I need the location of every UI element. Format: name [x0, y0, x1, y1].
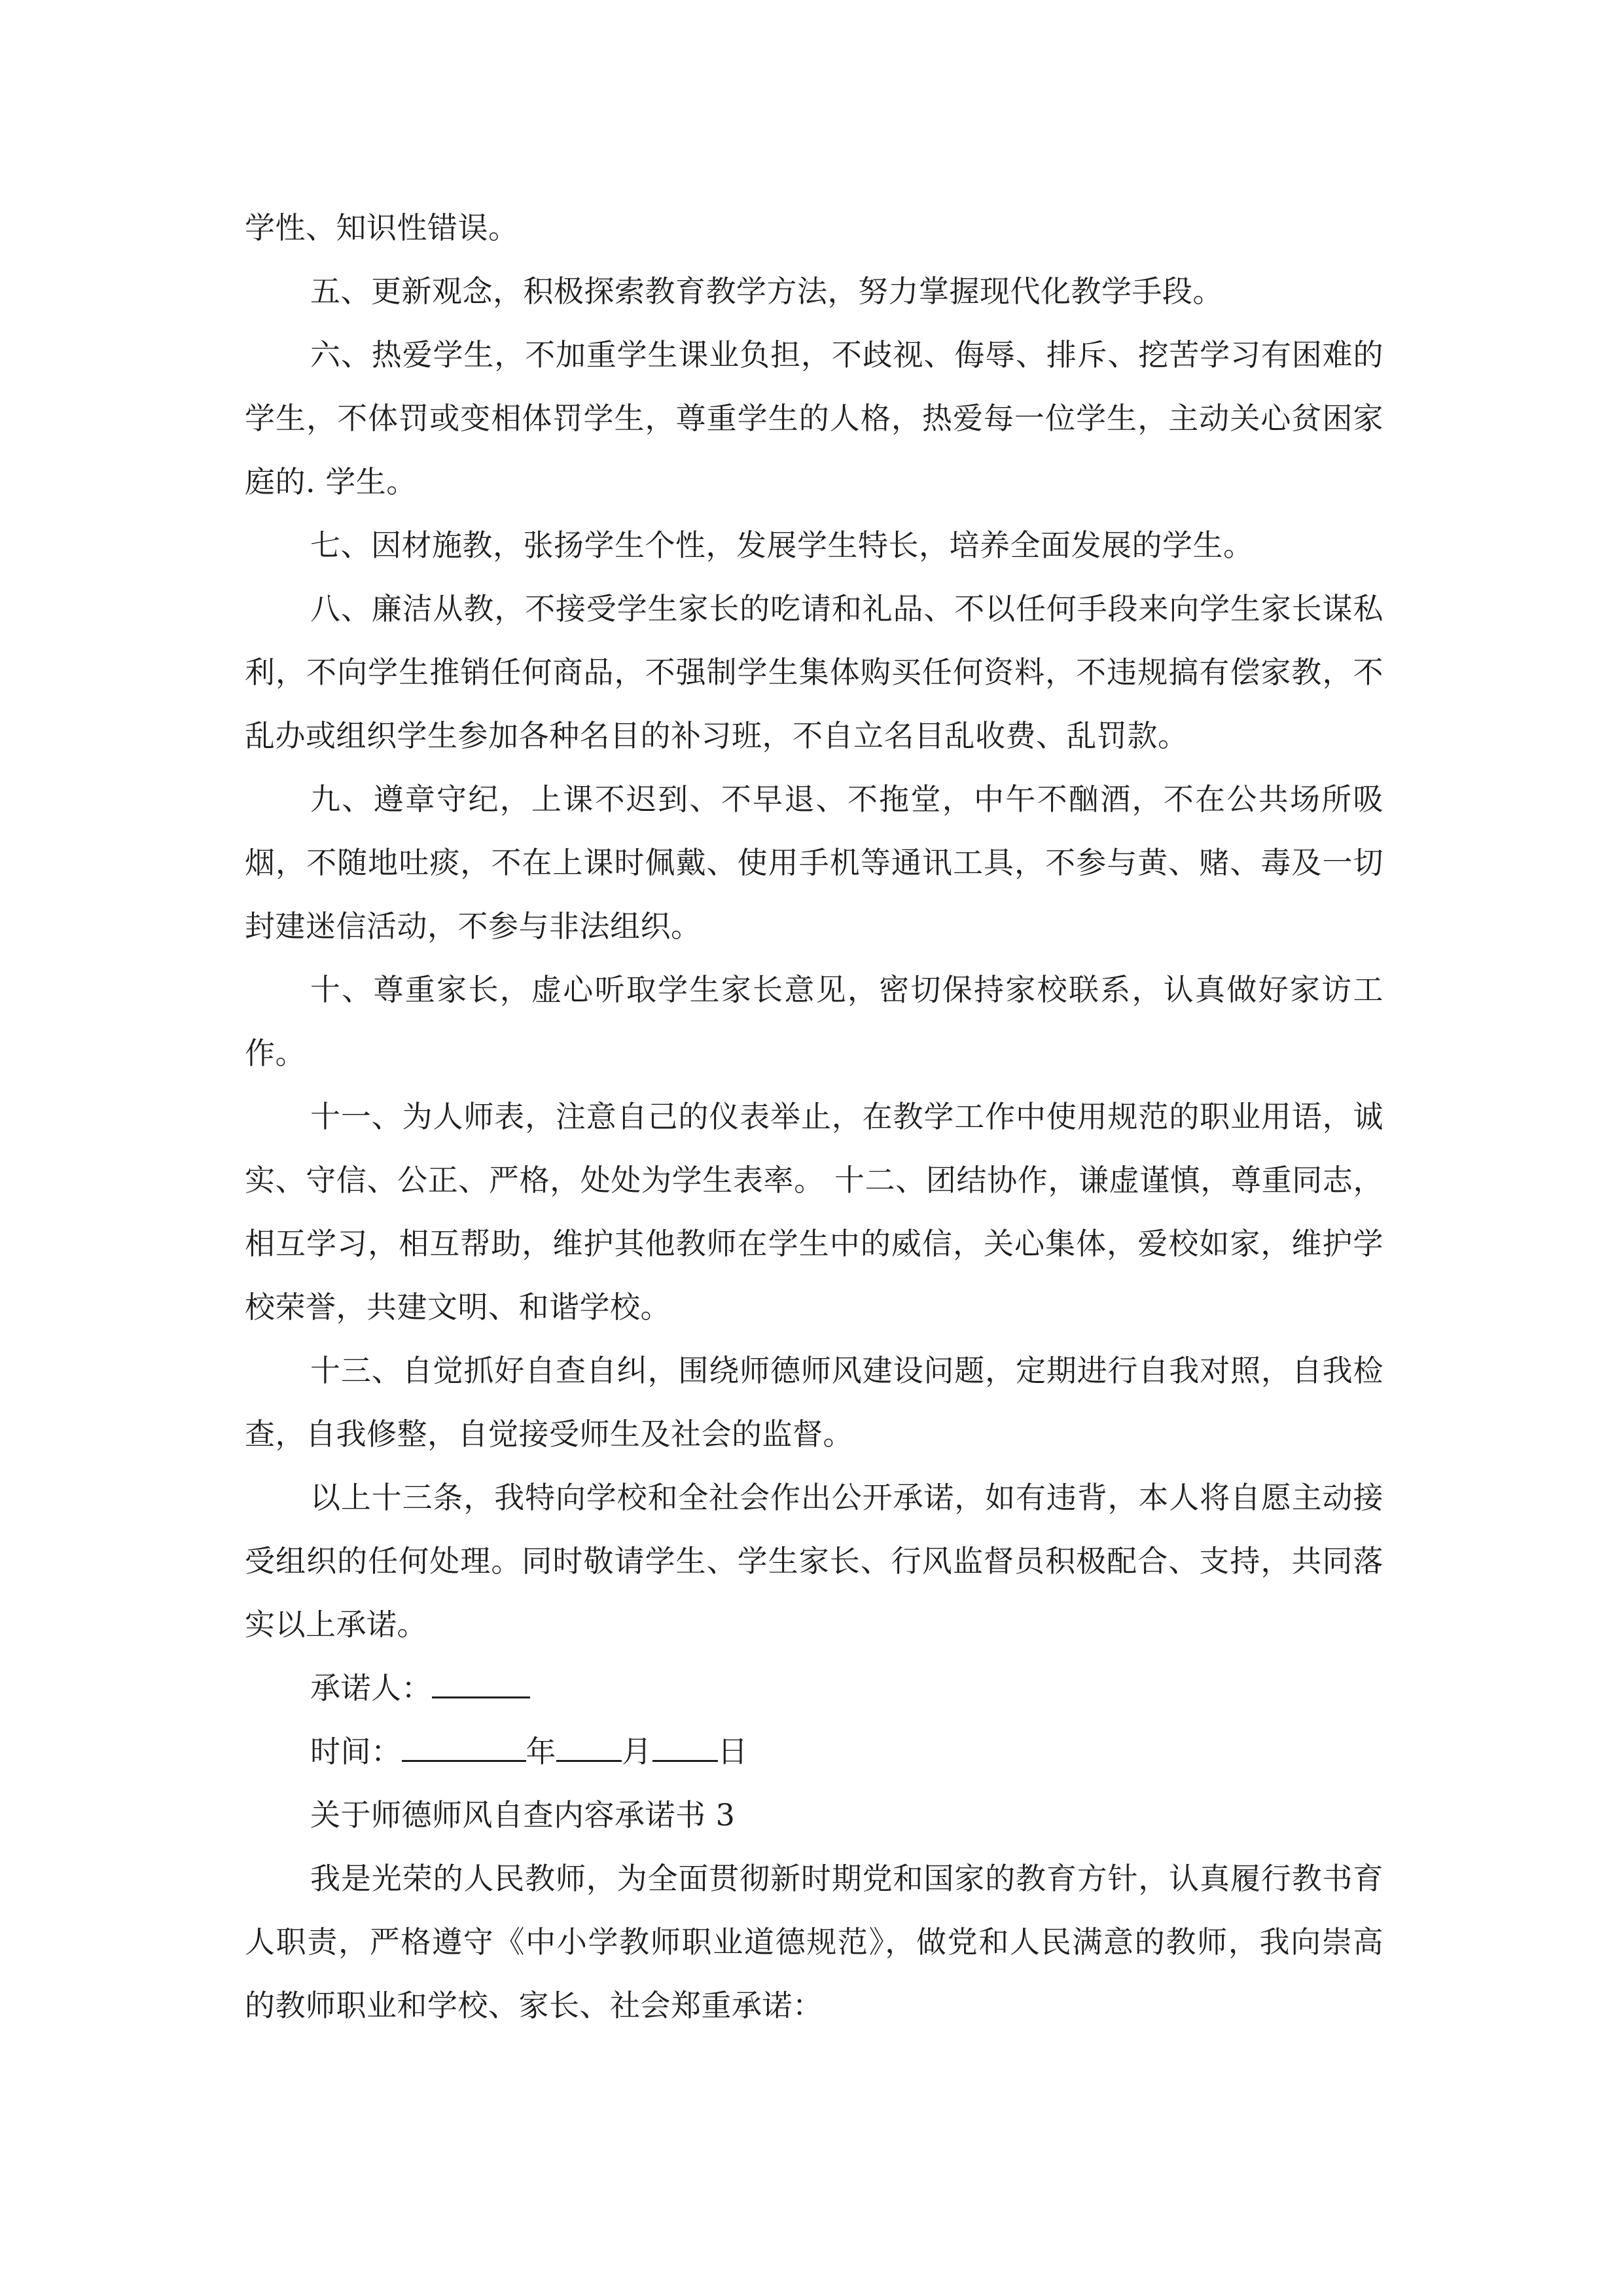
document-body [245, 196, 1383, 2037]
paragraph-item-11-12: 十一、为人师表，注意自己的仪表举止，在教学工作中使用规范的职业用语，诚实、守信、公正、严格，处处为学生表率。 十二、团结协作，谦虚谨慎，尊重同志，相互学习，相互帮助，维护其他教师在学生中的威信，关心集体，爱校如家，维护学校荣誉，共建文明、和谐学校。 [245, 1099, 1383, 1325]
paragraph-item-8: 八、廉洁从教，不接受学生家长的吃请和礼品、不以任何手段来向学生家长谋私利，不向学生推销任何商品，不强制学生集体购买任何资料，不违规搞有偿家教，不乱办或组织学生参加各种名目的补习班，不自立名目乱收费、乱罚款。 [245, 591, 1383, 753]
paragraph-item-13: 十三、自觉抓好自查自纠，围绕师德师风建设问题，定期进行自我对照，自我检查，自我修整，自觉接受师生及社会的监督。 [245, 1353, 1383, 1452]
paragraph-item-6: 六、热爱学生，不加重学生课业负担，不歧视、侮辱、排斥、挖苦学习有困难的学生，不体罚或变相体罚学生，尊重学生的人格，热爱每一位学生，主动关心贫困家庭的. 学生。 [245, 337, 1383, 499]
day-blank [652, 1723, 718, 1762]
paragraph-commitment-summary: 以上十三条，我特向学校和全社会作出公开承诺，如有违背，本人将自愿主动接受组织的任何处理。同时敬请学生、学生家长、行风监督员积极配合、支持，共同落实以上承诺。 [245, 1480, 1383, 1642]
paragraph-continuation: 学性、知识性错误。 [245, 210, 519, 245]
paragraph-closing: 我是光荣的人民教师，为全面贯彻新时期党和国家的教育方针，认真履行教书育人职责，严格遵守《中小学教师职业道德规范》，做党和人民满意的教师，我向崇高的教师职业和学校、家长、社会郑重承诺： [245, 1861, 1383, 2023]
date-label: 时间： [310, 1734, 402, 1769]
year-blank [402, 1723, 526, 1762]
section-title: 关于师德师风自查内容承诺书 3 [310, 1797, 736, 1833]
signer-line [245, 1657, 1383, 1720]
month-label: 月 [622, 1734, 652, 1769]
paragraph-item-7: 七、因材施教，张扬学生个性，发展学生特长，培养全面发展的学生。 [310, 528, 1254, 563]
date-line [245, 1720, 1383, 1784]
signer-label: 承诺人： [310, 1670, 432, 1706]
day-label: 日 [717, 1734, 748, 1769]
paragraph-item-10: 十、尊重家长，虚心听取学生家长意见，密切保持家校联系，认真做好家访工作。 [245, 972, 1383, 1071]
month-blank [556, 1723, 622, 1762]
year-label: 年 [526, 1734, 556, 1769]
signer-blank [432, 1660, 530, 1698]
paragraph-item-9: 九、遵章守纪，上课不迟到、不早退、不拖堂，中午不酗酒，不在公共场所吸烟，不随地吐痰，不在上课时佩戴、使用手机等通讯工具，不参与黄、赌、毒及一切封建迷信活动，不参与非法组织。 [245, 781, 1383, 944]
paragraph-item-5: 五、更新观念，积极探索教育教学方法，努力掌握现代化教学手段。 [310, 274, 1223, 309]
